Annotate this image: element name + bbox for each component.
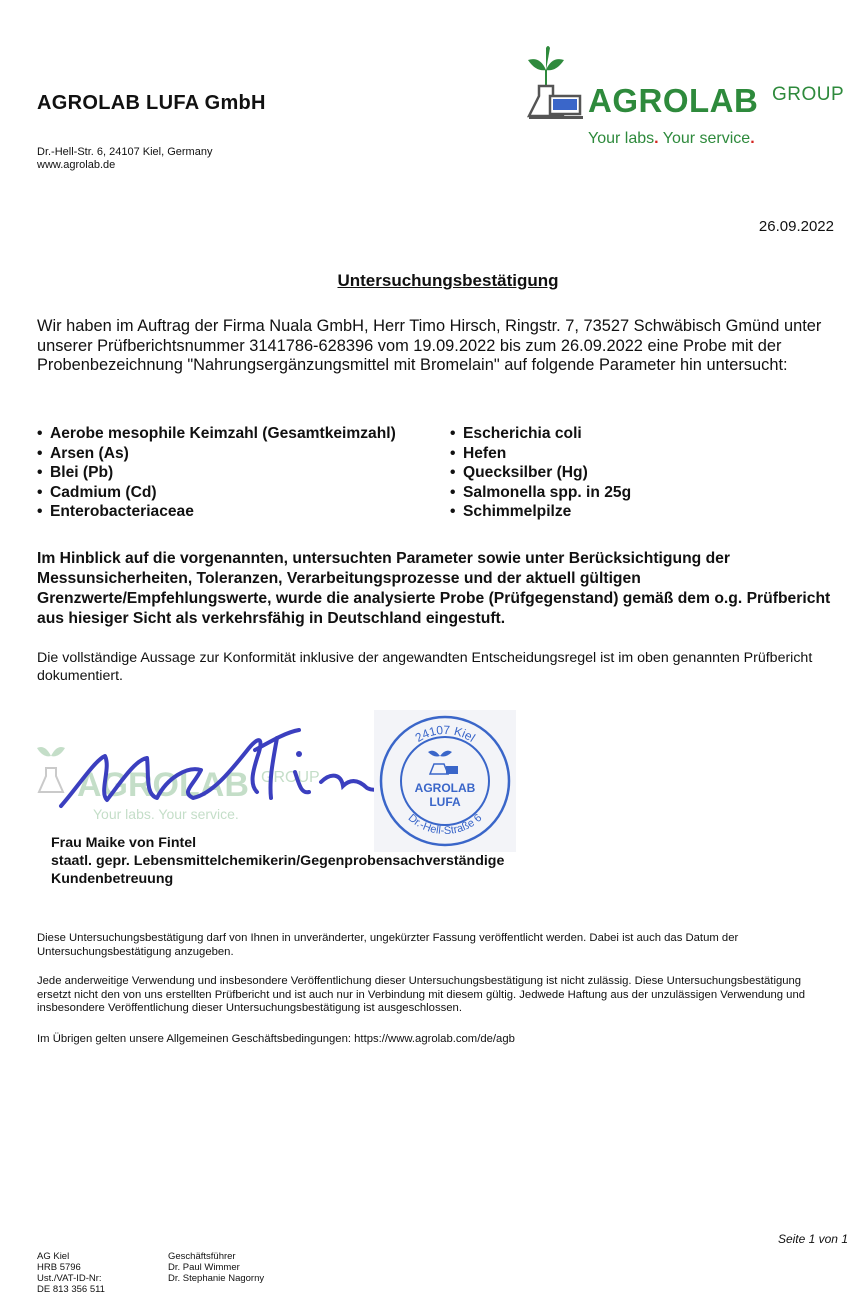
list-item: • Blei (Pb) <box>37 464 114 481</box>
usage-restriction-note: Jede anderweitige Verwendung und insbesondere Veröffentlichung dieser Untersuchungsbestätigung ist nicht zulässig. Diese Untersuchungsbestätigung ersetzt nicht den von uns erstellten Prüfbericht und ist auch nur in Verbindung mit diesem gültig. Jedwede Haftung aus der unzulässigen Verwendung und insbesondere Veröffentlichung dieser Untersuchungsbestätigung ist ausgeschlossen. <box>37 975 806 1014</box>
flask-plant-icon <box>526 42 586 122</box>
company-website: www.agrolab.de <box>37 159 116 171</box>
document-date: 26.09.2022 <box>758 218 834 235</box>
list-item: • Cadmium (Cd) <box>37 483 157 501</box>
agrolab-group-logo <box>526 42 846 152</box>
list-item: • Arsen (As) <box>37 444 129 462</box>
parameter-list-right <box>450 424 631 522</box>
list-item: • Escherichia coli <box>450 425 582 442</box>
svg-text:LUFA: LUFA <box>429 795 461 809</box>
signatory-title: staatl. gepr. Lebensmittelchemikerin/Gegenprobensachverständige <box>51 853 505 869</box>
list-item: • Enterobacteriaceae <box>37 503 194 520</box>
list-item: • Schimmelpilze <box>450 503 572 520</box>
company-address-block <box>37 146 212 172</box>
company-address: Dr.-Hell-Str. 6, 24107 Kiel, Germany <box>37 146 213 158</box>
footer-registration: AG Kiel HRB 5796 Ust./VAT-ID-Nr: DE 813 356 511 <box>37 1251 105 1295</box>
page-number: Seite 1 von 1 <box>777 1232 848 1246</box>
company-name: AGROLAB LUFA GmbH <box>37 92 266 114</box>
logo-group-text: GROUP <box>772 84 845 105</box>
conformity-note: Die vollständige Aussage zur Konformität inklusive der angewandten Entscheidungsregel ist im oben genannten Prüfbericht dokumentiert. <box>37 650 813 684</box>
svg-text:Dr.-Hell-Straße 6: Dr.-Hell-Straße 6 <box>405 811 485 838</box>
intro-paragraph: Wir haben im Auftrag der Firma Nuala GmbH, Herr Timo Hirsch, Ringstr. 7, 73527 Schwäbisch Gmünd unter unserer Prüfberichtsnummer 3141786-628396 vom 19.09.2022 bis zum 26.09.2022 eine Probe mit der Probenbezeichnung "Nahrungsergänzungsmittel mit Bromelain" auf folgende Parameter hin untersucht: <box>37 317 822 374</box>
svg-text:AGROLAB: AGROLAB <box>77 766 249 804</box>
signatory-name: Frau Maike von Fintel <box>51 835 197 851</box>
svg-text:GROUP: GROUP <box>261 769 320 786</box>
footer-management: Geschäftsführer Dr. Paul Wimmer Dr. Stephanie Nagorny <box>168 1251 265 1284</box>
svg-text:AGROLAB: AGROLAB <box>414 781 476 795</box>
list-item: • Quecksilber (Hg) <box>450 464 588 481</box>
terms-note: Im Übrigen gelten unsere Allgemeinen Geschäftsbedingungen: https://www.agrolab.com/de/agb <box>37 1033 515 1045</box>
svg-text:Your labs. Your service.: Your labs. Your service. <box>93 806 239 822</box>
document-title: Untersuchungsbestätigung <box>337 271 559 290</box>
company-stamp <box>374 710 516 852</box>
verdict-paragraph: Im Hinblick auf die vorgenannten, untersuchten Parameter sowie unter Berücksichtigung der Messunsicherheiten, Toleranzen, Verarbeitungsprozesse und der aktuell gültigen Grenzwerte/Empfehlungswerte, wurde die analysierte Probe (Prüfgegenstand) gemäß dem o.g. Prüfbericht aus hiesiger Sicht als verkehrsfähig in Deutschland eingestuft. <box>37 550 831 627</box>
signatory-block <box>51 834 504 888</box>
logo-wordmark: AGROLAB <box>588 82 759 119</box>
svg-text:24107 Kiel: 24107 Kiel <box>412 722 478 745</box>
list-item: • Salmonella spp. in 25g <box>450 483 632 501</box>
list-item: • Aerobe mesophile Keimzahl (Gesamtkeimzahl) <box>37 425 396 442</box>
list-item: • Hefen <box>450 444 507 462</box>
publication-note: Diese Untersuchungsbestätigung darf von Ihnen in unveränderter, ungekürzter Fassung veröffentlicht werden. Dabei ist auch das Datum der Untersuchungsbestätigung anzugeben. <box>37 932 739 958</box>
signatory-department: Kundenbetreuung <box>51 871 174 887</box>
logo-slogan: Your labs. Your service. <box>588 130 755 147</box>
parameter-list-left <box>37 424 396 522</box>
